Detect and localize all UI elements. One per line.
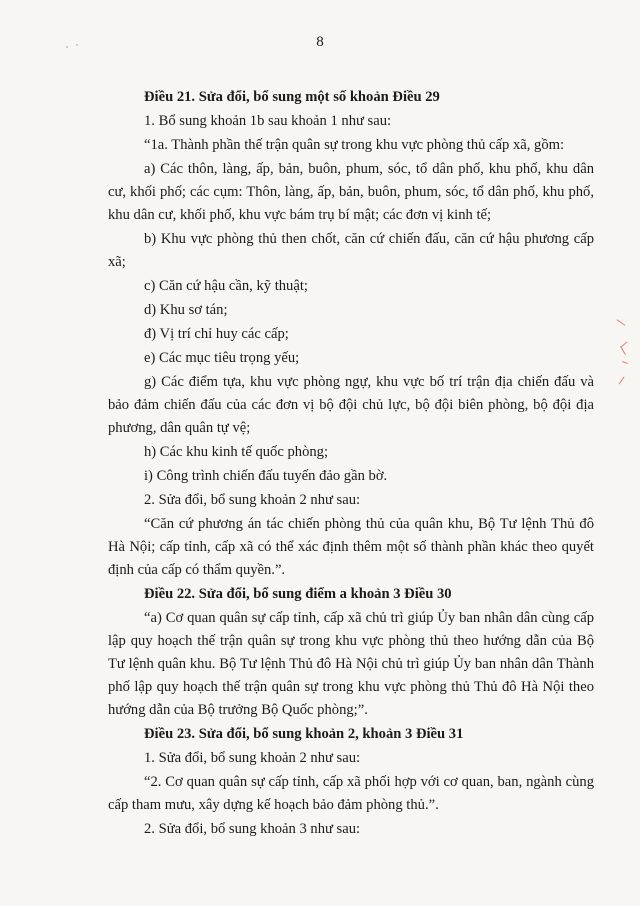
stamp-mark	[619, 377, 625, 385]
article-22-heading: Điều 22. Sửa đổi, bổ sung điểm a khoản 3 Điều 30	[144, 586, 452, 602]
paragraph: “a) Cơ quan quân sự cấp tỉnh, cấp xã chủ trì giúp Ủy ban nhân dân cùng cấp lập quy hoạch thế trận quân sự trong khu vực phòng thủ theo hướng dẫn của Bộ Tư lệnh quân khu. Bộ Tư lệnh Thủ đô Hà Nội chủ trì giúp Ủy ban nhân dân Thành phố lập quy hoạch thế trận quân sự trong khu vực phòng thủ Thủ đô Hà Nội theo hướng dẫn của Bộ trưởng Bộ Quốc phòng;”.	[108, 610, 594, 718]
article-23-heading: Điều 23. Sửa đổi, bổ sung khoản 2, khoản 3 Điều 31	[144, 726, 464, 742]
paragraph: e) Các mục tiêu trọng yếu;	[144, 350, 300, 366]
page-number: 8	[316, 34, 324, 50]
paragraph: đ) Vị trí chỉ huy các cấp;	[144, 326, 289, 342]
stamp-mark	[622, 361, 628, 364]
paragraph: 1. Bổ sung khoản 1b sau khoản 1 như sau:	[144, 113, 392, 129]
paragraph: 2. Sửa đổi, bổ sung khoản 2 như sau:	[144, 492, 361, 508]
scan-speck	[76, 44, 78, 46]
paragraph: d) Khu sơ tán;	[144, 302, 228, 318]
paragraph: 1. Sửa đổi, bổ sung khoản 2 như sau:	[144, 750, 361, 766]
paragraph: c) Căn cứ hậu cần, kỹ thuật;	[144, 278, 308, 294]
document-body	[108, 86, 594, 841]
stamp-mark	[617, 319, 626, 326]
paragraph: i) Công trình chiến đấu tuyến đảo gần bờ.	[144, 468, 388, 484]
paragraph: 2. Sửa đổi, bổ sung khoản 3 như sau:	[144, 821, 361, 837]
paragraph: a) Các thôn, làng, ấp, bản, buôn, phum, sóc, tổ dân phố, khu phố, khu dân cư, khối phố; các cụm: Thôn, làng, ấp, bản, buôn, phum, sóc, tổ dân phố, khu phố, khu dân cư, khối phố, khu vực bám trụ bí mật; các đơn vị kinh tế;	[108, 161, 594, 223]
article-21-heading: Điều 21. Sửa đổi, bổ sung một số khoản Điều 29	[144, 89, 440, 105]
stamp-mark	[620, 346, 626, 355]
paragraph: h) Các khu kinh tế quốc phòng;	[144, 444, 329, 460]
paragraph: “1a. Thành phần thế trận quân sự trong khu vực phòng thủ cấp xã, gồm:	[144, 137, 565, 153]
paragraph: g) Các điểm tựa, khu vực phòng ngự, khu vực bố trí trận địa chiến đấu và bảo đảm chiến đấu của các đơn vị bộ đội chủ lực, bộ đội biên phòng, bộ đội địa phương, dân quân tự vệ;	[108, 374, 594, 436]
paragraph: “2. Cơ quan quân sự cấp tỉnh, cấp xã phối hợp với cơ quan, ban, ngành cùng cấp tham mưu, xây dựng kế hoạch bảo đảm phòng thủ.”.	[108, 774, 594, 813]
scan-speck	[66, 46, 68, 48]
paragraph: “Căn cứ phương án tác chiến phòng thủ của quân khu, Bộ Tư lệnh Thủ đô Hà Nội; cấp tỉnh, cấp xã có thể xác định thêm một số thành phần khác theo quyết định của cấp có thẩm quyền.”.	[108, 516, 594, 578]
stamp-edge-marks	[614, 320, 632, 400]
paragraph: b) Khu vực phòng thủ then chốt, căn cứ chiến đấu, căn cứ hậu phương cấp xã;	[108, 231, 594, 270]
